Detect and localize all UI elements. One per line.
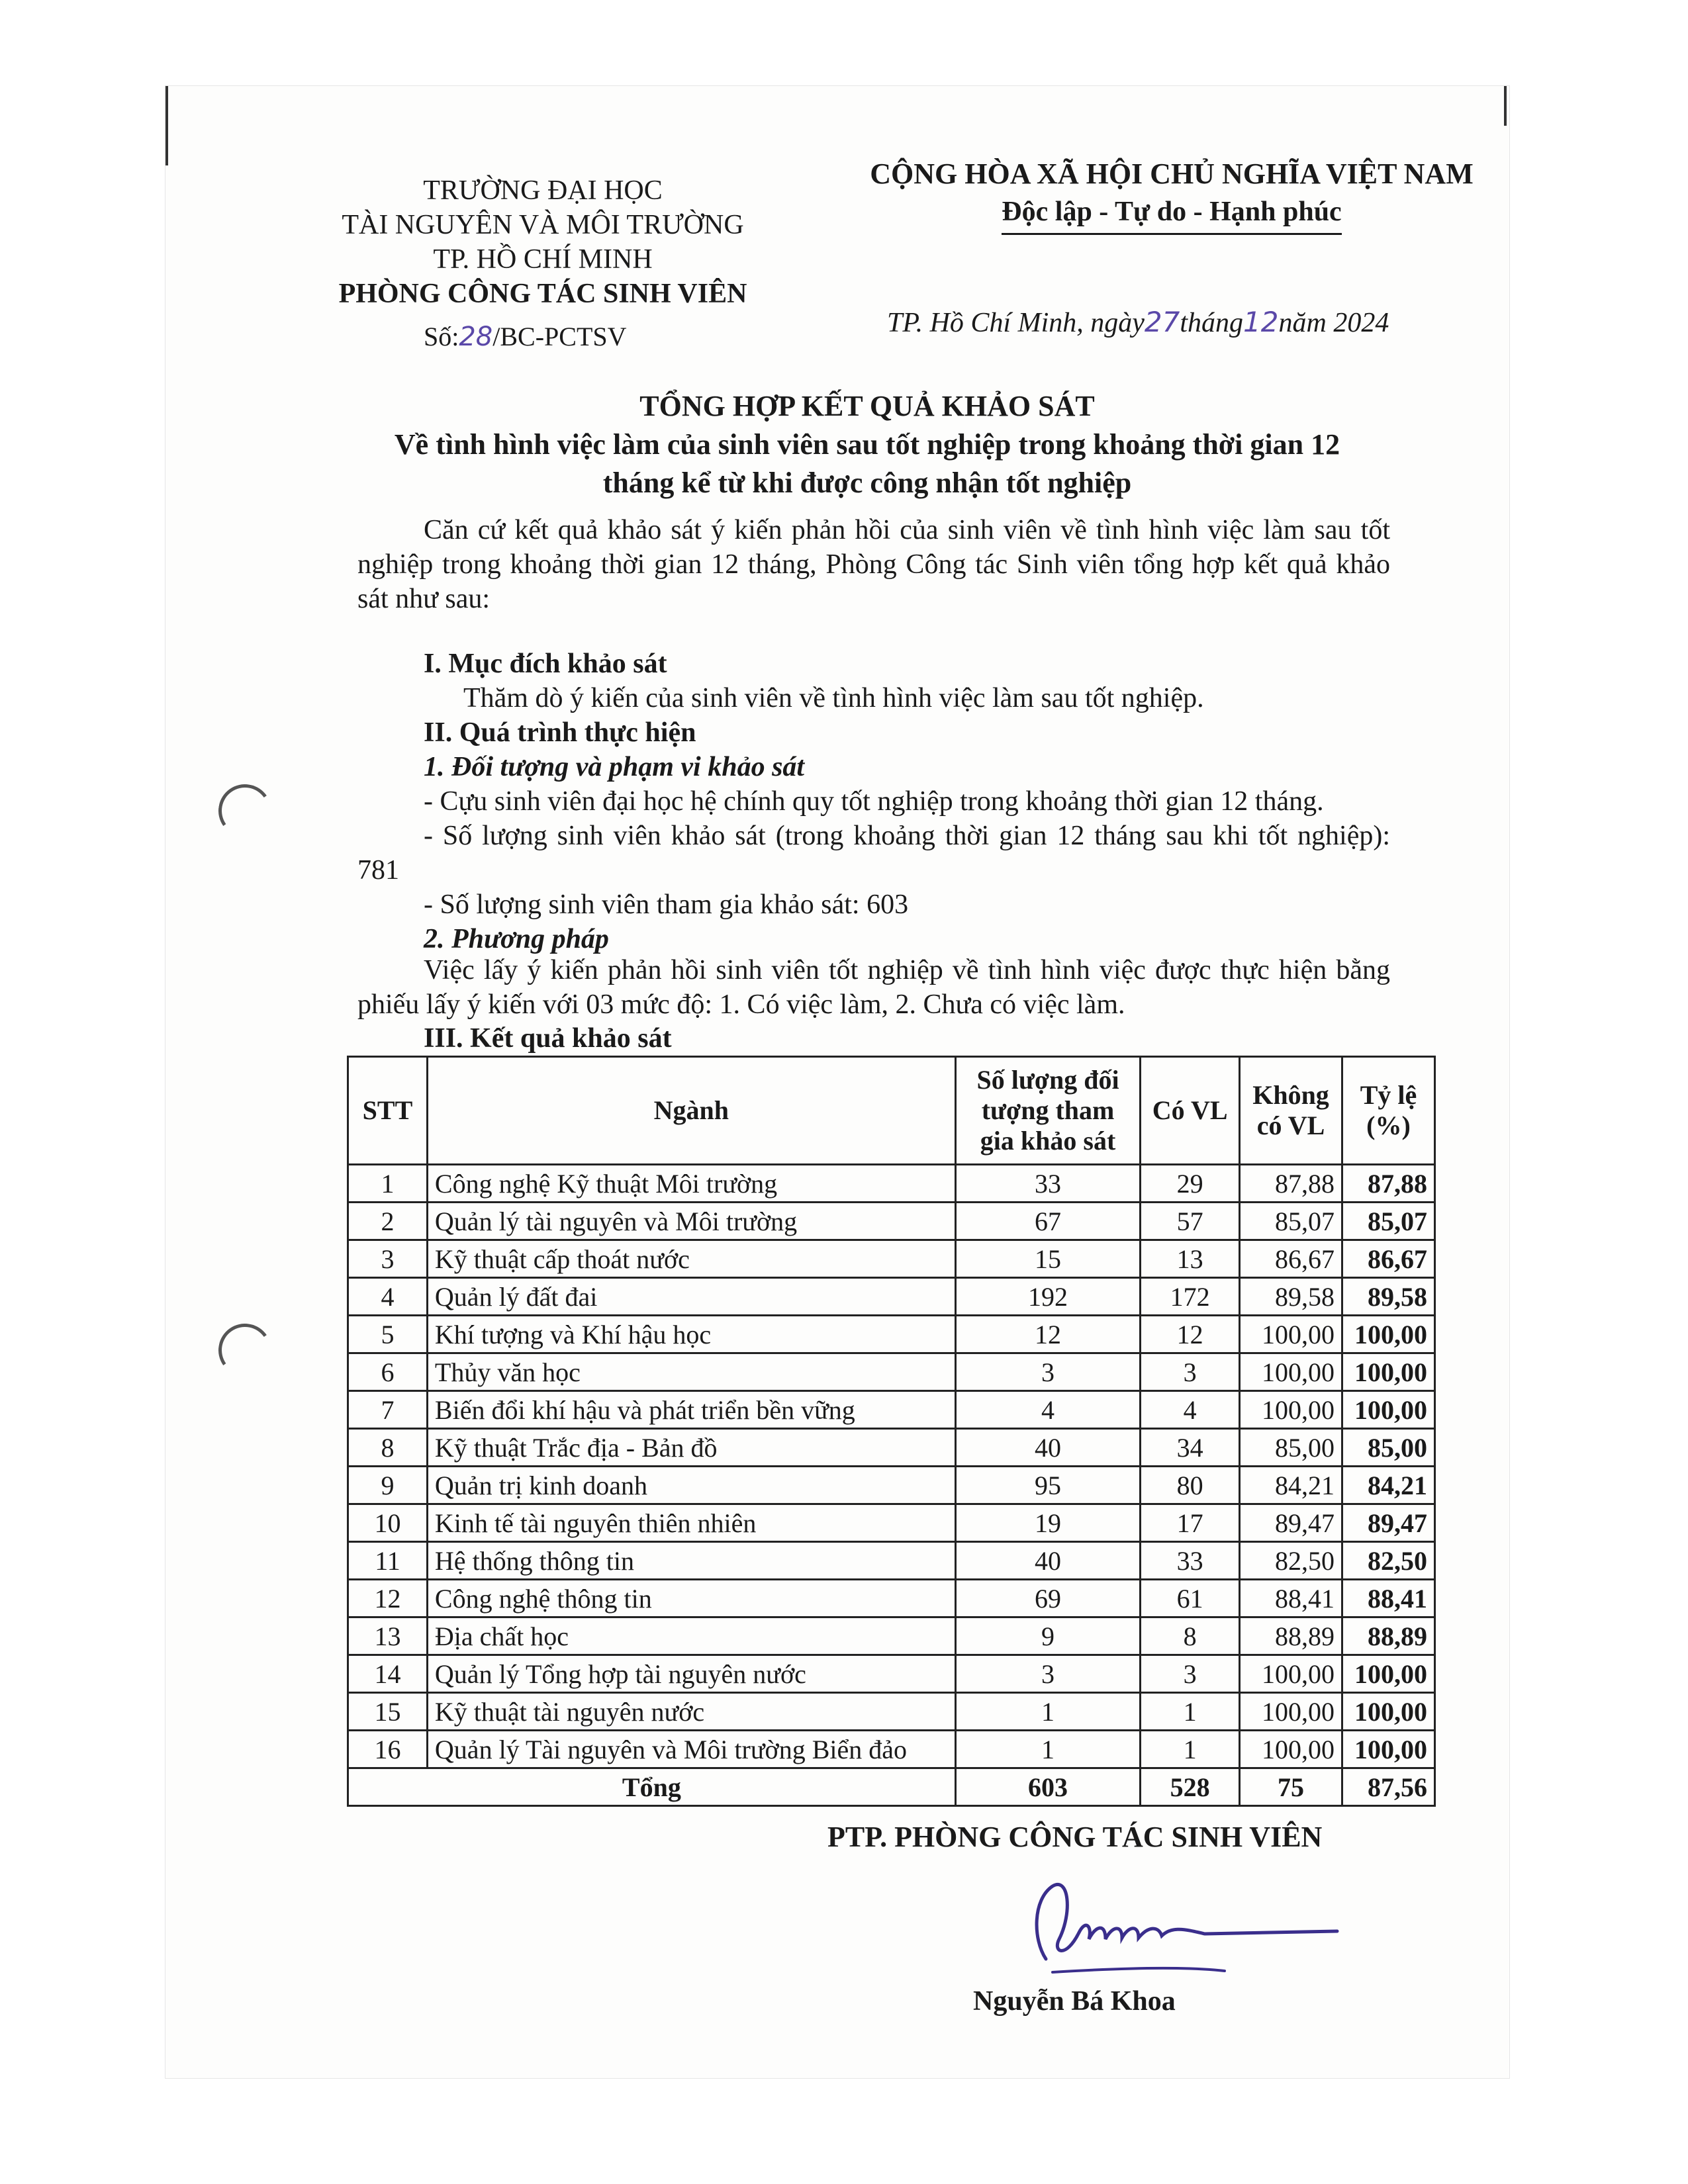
row-stt: 3	[348, 1240, 428, 1278]
row-unemployed: 82,50	[1240, 1542, 1342, 1580]
row-employed: 29	[1141, 1165, 1240, 1203]
row-participants: 33	[955, 1165, 1140, 1203]
row-rate: 89,58	[1342, 1278, 1434, 1316]
row-major: Biến đổi khí hậu và phát triển bền vững	[427, 1391, 955, 1429]
row-major: Công nghệ thông tin	[427, 1580, 955, 1617]
row-rate: 86,67	[1342, 1240, 1434, 1278]
row-stt: 1	[348, 1165, 428, 1203]
row-employed: 1	[1141, 1693, 1240, 1731]
row-employed: 80	[1141, 1467, 1240, 1504]
row-stt: 14	[348, 1655, 428, 1693]
table-row	[348, 1203, 1435, 1240]
date-year: năm 2024	[1278, 308, 1389, 338]
row-participants: 95	[955, 1467, 1140, 1504]
signature-title: PTP. PHÒNG CÔNG TÁC SINH VIÊN	[827, 1821, 1323, 1853]
row-stt: 8	[348, 1429, 428, 1467]
row-major: Công nghệ Kỹ thuật Môi trường	[427, 1165, 955, 1203]
office-name: PHÒNG CÔNG TÁC SINH VIÊN	[338, 279, 747, 309]
section-3-heading: III. Kết quả khảo sát	[424, 1023, 672, 1054]
header-rate: Tỷ lệ (%)	[1342, 1057, 1434, 1165]
row-rate: 88,41	[1342, 1580, 1434, 1617]
table-row	[348, 1165, 1435, 1203]
document-title	[371, 387, 1364, 502]
title-sub-line2: tháng kể từ khi được công nhận tốt nghiệp	[602, 467, 1132, 499]
table-row	[348, 1693, 1435, 1731]
row-unemployed: 84,21	[1240, 1467, 1342, 1504]
title-main: TỔNG HỢP KẾT QUẢ KHẢO SÁT	[639, 390, 1095, 422]
scope-item-3: - Số lượng sinh viên tham gia khảo sát: 603	[424, 889, 909, 920]
table-row	[348, 1278, 1435, 1316]
row-rate: 88,89	[1342, 1617, 1434, 1655]
row-major: Quản lý Tài nguyên và Môi trường Biển đảo	[427, 1731, 955, 1768]
row-stt: 2	[348, 1203, 428, 1240]
table-row	[348, 1240, 1435, 1278]
doc-number-suffix: /BC-PCTSV	[492, 322, 627, 351]
row-employed: 33	[1141, 1542, 1240, 1580]
row-rate: 100,00	[1342, 1316, 1434, 1353]
row-participants: 69	[955, 1580, 1140, 1617]
row-employed: 12	[1141, 1316, 1240, 1353]
row-major: Kỹ thuật tài nguyên nước	[427, 1693, 955, 1731]
scope-item-2: - Số lượng sinh viên khảo sát (trong khoảng thời gian 12 tháng sau khi tốt nghiệp): 781	[357, 821, 1390, 886]
document-date	[887, 306, 1389, 339]
date-month-label: tháng	[1180, 308, 1244, 338]
row-participants: 4	[955, 1391, 1140, 1429]
school-name-line1: TRƯỜNG ĐẠI HỌC	[423, 175, 663, 206]
row-unemployed: 100,00	[1240, 1693, 1342, 1731]
row-participants: 40	[955, 1542, 1140, 1580]
section-2-2-heading: 2. Phương pháp	[424, 924, 609, 954]
table-row	[348, 1391, 1435, 1429]
row-unemployed: 88,89	[1240, 1617, 1342, 1655]
row-unemployed: 88,41	[1240, 1580, 1342, 1617]
row-participants: 19	[955, 1504, 1140, 1542]
row-participants: 9	[955, 1617, 1140, 1655]
row-rate: 82,50	[1342, 1542, 1434, 1580]
table-row	[348, 1617, 1435, 1655]
row-employed: 57	[1141, 1203, 1240, 1240]
row-participants: 12	[955, 1316, 1140, 1353]
row-rate: 89,47	[1342, 1504, 1434, 1542]
row-participants: 67	[955, 1203, 1140, 1240]
nation-motto: Độc lập - Tự do - Hạnh phúc	[1002, 193, 1341, 235]
section-1-heading: I. Mục đích khảo sát	[424, 649, 667, 679]
row-major: Địa chất học	[427, 1617, 955, 1655]
row-rate: 100,00	[1342, 1353, 1434, 1391]
row-rate: 85,00	[1342, 1429, 1434, 1467]
table-row	[348, 1429, 1435, 1467]
row-unemployed: 86,67	[1240, 1240, 1342, 1278]
row-employed: 34	[1141, 1429, 1240, 1467]
method-paragraph: Việc lấy ý kiến phản hồi sinh viên tốt nghiệp về tình hình việc được thực hiện bằng phiếu lấy ý kiến với 03 mức độ: 1. Có việc làm, 2. Chưa có việc làm.	[357, 955, 1390, 1020]
row-rate: 100,00	[1342, 1655, 1434, 1693]
row-rate: 87,88	[1342, 1165, 1434, 1203]
row-employed: 4	[1141, 1391, 1240, 1429]
row-major: Kinh tế tài nguyên thiên nhiên	[427, 1504, 955, 1542]
row-unemployed: 100,00	[1240, 1391, 1342, 1429]
row-rate: 100,00	[1342, 1731, 1434, 1768]
header-major: Ngành	[427, 1057, 955, 1165]
signer-name: Nguyễn Bá Khoa	[973, 1986, 1176, 2017]
row-unemployed: 100,00	[1240, 1655, 1342, 1693]
row-employed: 8	[1141, 1617, 1240, 1655]
header-participants: Số lượng đối tượng tham gia khảo sát	[955, 1057, 1140, 1165]
total-unemployed: 75	[1240, 1768, 1342, 1806]
row-major: Quản lý Tổng hợp tài nguyên nước	[427, 1655, 955, 1693]
row-unemployed: 89,47	[1240, 1504, 1342, 1542]
row-stt: 15	[348, 1693, 428, 1731]
handwritten-signature	[1006, 1860, 1350, 1985]
row-stt: 13	[348, 1617, 428, 1655]
page-edge-mark	[1504, 86, 1507, 126]
total-label: Tổng	[348, 1768, 956, 1806]
date-month: 12	[1243, 306, 1279, 338]
header-stt: STT	[348, 1057, 428, 1165]
row-unemployed: 100,00	[1240, 1353, 1342, 1391]
row-unemployed: 100,00	[1240, 1731, 1342, 1768]
row-major: Kỹ thuật cấp thoát nước	[427, 1240, 955, 1278]
row-stt: 11	[348, 1542, 428, 1580]
table-total-row	[348, 1768, 1435, 1806]
row-participants: 1	[955, 1731, 1140, 1768]
row-participants: 40	[955, 1429, 1140, 1467]
row-major: Thủy văn học	[427, 1353, 955, 1391]
row-employed: 172	[1141, 1278, 1240, 1316]
row-participants: 3	[955, 1353, 1140, 1391]
table-row	[348, 1731, 1435, 1768]
row-rate: 84,21	[1342, 1467, 1434, 1504]
row-major: Kỹ thuật Trắc địa - Bản đồ	[427, 1429, 955, 1467]
row-major: Quản trị kinh doanh	[427, 1467, 955, 1504]
row-employed: 17	[1141, 1504, 1240, 1542]
nation-header	[861, 156, 1483, 235]
nation-name: CỘNG HÒA XÃ HỘI CHỦ NGHĨA VIỆT NAM	[870, 158, 1474, 190]
header-unemployed: Không có VL	[1240, 1057, 1342, 1165]
section-2-1-heading: 1. Đối tượng và phạm vi khảo sát	[424, 752, 805, 782]
row-rate: 100,00	[1342, 1693, 1434, 1731]
table-row	[348, 1542, 1435, 1580]
title-sub-line1: Về tình hình việc làm của sinh viên sau tốt nghiệp trong khoảng thời gian 12	[394, 428, 1340, 461]
row-major: Hệ thống thông tin	[427, 1542, 955, 1580]
row-stt: 6	[348, 1353, 428, 1391]
row-employed: 61	[1141, 1580, 1240, 1617]
section-2-heading: II. Quá trình thực hiện	[424, 717, 696, 748]
row-major: Quản lý đất đai	[427, 1278, 955, 1316]
table-row	[348, 1655, 1435, 1693]
table-row	[348, 1467, 1435, 1504]
row-stt: 16	[348, 1731, 428, 1768]
table-row	[348, 1504, 1435, 1542]
doc-number-prefix: Số:	[424, 322, 459, 351]
doc-number-handwritten: 28	[459, 322, 493, 352]
school-header	[311, 173, 774, 311]
table-header-row	[348, 1057, 1435, 1165]
table-body	[348, 1165, 1435, 1768]
row-unemployed: 85,07	[1240, 1203, 1342, 1240]
row-major: Khí tượng và Khí hậu học	[427, 1316, 955, 1353]
scope-item-1: - Cựu sinh viên đại học hệ chính quy tốt nghiệp trong khoảng thời gian 12 tháng.	[424, 786, 1324, 817]
row-unemployed: 87,88	[1240, 1165, 1342, 1203]
row-unemployed: 85,00	[1240, 1429, 1342, 1467]
row-employed: 3	[1141, 1353, 1240, 1391]
row-stt: 5	[348, 1316, 428, 1353]
results-table	[347, 1056, 1436, 1807]
row-employed: 3	[1141, 1655, 1240, 1693]
header-employed: Có VL	[1141, 1057, 1240, 1165]
row-stt: 10	[348, 1504, 428, 1542]
row-rate: 100,00	[1342, 1391, 1434, 1429]
table-row	[348, 1580, 1435, 1617]
page-edge-mark	[165, 86, 168, 165]
total-employed: 528	[1141, 1768, 1240, 1806]
row-unemployed: 100,00	[1240, 1316, 1342, 1353]
row-major: Quản lý tài nguyên và Môi trường	[427, 1203, 955, 1240]
date-prefix: TP. Hồ Chí Minh, ngày	[887, 308, 1145, 338]
row-participants: 1	[955, 1693, 1140, 1731]
row-unemployed: 89,58	[1240, 1278, 1342, 1316]
row-employed: 13	[1141, 1240, 1240, 1278]
row-rate: 85,07	[1342, 1203, 1434, 1240]
table-row	[348, 1353, 1435, 1391]
row-stt: 9	[348, 1467, 428, 1504]
date-day: 27	[1144, 306, 1180, 338]
row-participants: 15	[955, 1240, 1140, 1278]
row-participants: 3	[955, 1655, 1140, 1693]
intro-paragraph: Căn cứ kết quả khảo sát ý kiến phản hồi của sinh viên về tình hình việc làm sau tốt nghiệp trong khoảng thời gian 12 tháng, Phòng Công tác Sinh viên tổng hợp kết quả khảo sát như sau:	[357, 515, 1390, 614]
row-stt: 7	[348, 1391, 428, 1429]
school-name-line2: TÀI NGUYÊN VÀ MÔI TRƯỜNG	[342, 210, 744, 240]
total-rate: 87,56	[1342, 1768, 1434, 1806]
table-row	[348, 1316, 1435, 1353]
row-participants: 192	[955, 1278, 1140, 1316]
row-stt: 12	[348, 1580, 428, 1617]
row-stt: 4	[348, 1278, 428, 1316]
document-number	[424, 321, 627, 352]
section-1-text: Thăm dò ý kiến của sinh viên về tình hình việc làm sau tốt nghiệp.	[463, 683, 1204, 713]
total-participants: 603	[955, 1768, 1140, 1806]
row-employed: 1	[1141, 1731, 1240, 1768]
school-name-line3: TP. HỒ CHÍ MINH	[433, 244, 653, 275]
